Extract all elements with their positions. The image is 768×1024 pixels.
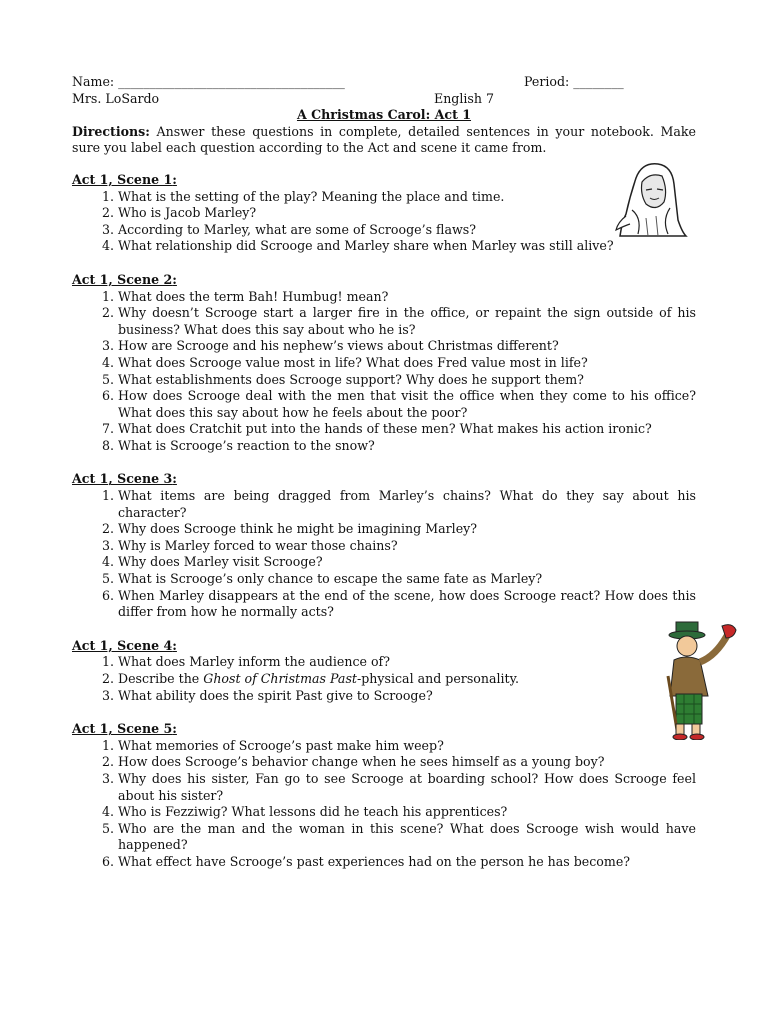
question-item: 6. How does Scrooge deal with the men that visit the office when they come to his office? What does this say about how he feels about the poor? [118,388,696,421]
question-list [72,654,696,704]
section-heading: Act 1, Scene 4: [72,637,177,653]
question-item: 2. Who is Jacob Marley? [118,205,604,222]
question-item: 3. Why does his sister, Fan go to see Scrooge at boarding school? How does Scrooge feel about his sister? [118,771,696,804]
question-item: 3. According to Marley, what are some of Scrooge’s flaws? [118,222,604,239]
section-scene-5 [72,721,696,870]
tiny-tim-icon [656,620,740,740]
section-scene-1 [72,172,696,255]
question-item: 4. What relationship did Scrooge and Marley share when Marley was still alive? [118,238,696,255]
header-row-1 [72,74,696,91]
question-item: 1. What does the term Bah! Humbug! mean? [118,289,696,306]
directions [72,124,696,157]
question-item: 6. When Marley disappears at the end of the scene, how does Scrooge react? How does this differ from how he normally acts? [118,588,696,621]
section-heading: Act 1, Scene 5: [72,721,177,737]
directions-label: Directions: [72,123,150,139]
question-list [72,738,696,871]
name-field-label: Name: ____________________________________ [72,74,345,89]
question-item: 2. Why does Scrooge think he might be imagining Marley? [118,521,696,538]
question-item: 4. What does Scrooge value most in life? What does Fred value most in life? [118,355,696,372]
scrooge-nightcap-icon [612,160,688,238]
section-heading: Act 1, Scene 2: [72,271,177,287]
period-field-label: Period: ________ [524,74,624,89]
question-list [72,289,696,455]
question-item: 1. What does Marley inform the audience of? [118,654,696,671]
worksheet-title: A Christmas Carol: Act 1 [296,107,472,123]
question-item: 5. What establishments does Scrooge support? Why does he support them? [118,372,696,389]
directions-text: Answer these questions in complete, detailed sentences in your notebook. Make sure you label each question according to the Act and scene it came from. [72,123,696,156]
question-item: 3. How are Scrooge and his nephew’s views about Christmas different? [118,338,696,355]
question-item: 2. Why doesn’t Scrooge start a larger fire in the office, or repaint the sign outside of his business? What does this say about who he is? [118,305,696,338]
question-item: 1. What is the setting of the play? Meaning the place and time. [118,189,604,206]
worksheet-content [72,74,696,888]
teacher-name: Mrs. LoSardo [72,90,160,106]
section-heading: Act 1, Scene 1: [72,171,177,187]
question-item: 4. Why does Marley visit Scrooge? [118,554,696,571]
section-scene-2 [72,272,696,455]
course-name: English 7 [434,90,495,106]
question-item: 6. What effect have Scrooge’s past experiences had on the person he has become? [118,854,696,871]
question-item: 1. What items are being dragged from Marley’s chains? What do they say about his character? [118,488,696,521]
question-item: 2. How does Scrooge’s behavior change when he sees himself as a young boy? [118,754,696,771]
question-list [72,488,696,621]
question-item: 3. What ability does the spirit Past give to Scrooge? [118,688,696,705]
question-item: 1. What memories of Scrooge’s past make him weep? [118,738,696,755]
question-item: 8. What is Scrooge’s reaction to the snow? [118,438,696,455]
question-list [72,189,696,255]
question-item: 7. What does Cratchit put into the hands of these men? What makes his action ironic? [118,421,696,438]
question-item: 5. Who are the man and the woman in this scene? What does Scrooge wish would have happened? [118,821,696,854]
question-item: 2. Describe the Ghost of Christmas Past-physical and personality. [118,671,696,688]
section-scene-4 [72,638,696,704]
question-item: 5. What is Scrooge’s only chance to escape the same fate as Marley? [118,571,696,588]
question-item: 4. Who is Fezziwig? What lessons did he teach his apprentices? [118,804,696,821]
section-scene-3 [72,471,696,620]
question-item: 3. Why is Marley forced to wear those chains? [118,538,696,555]
header-row-2 [72,91,696,108]
section-heading: Act 1, Scene 3: [72,471,177,487]
